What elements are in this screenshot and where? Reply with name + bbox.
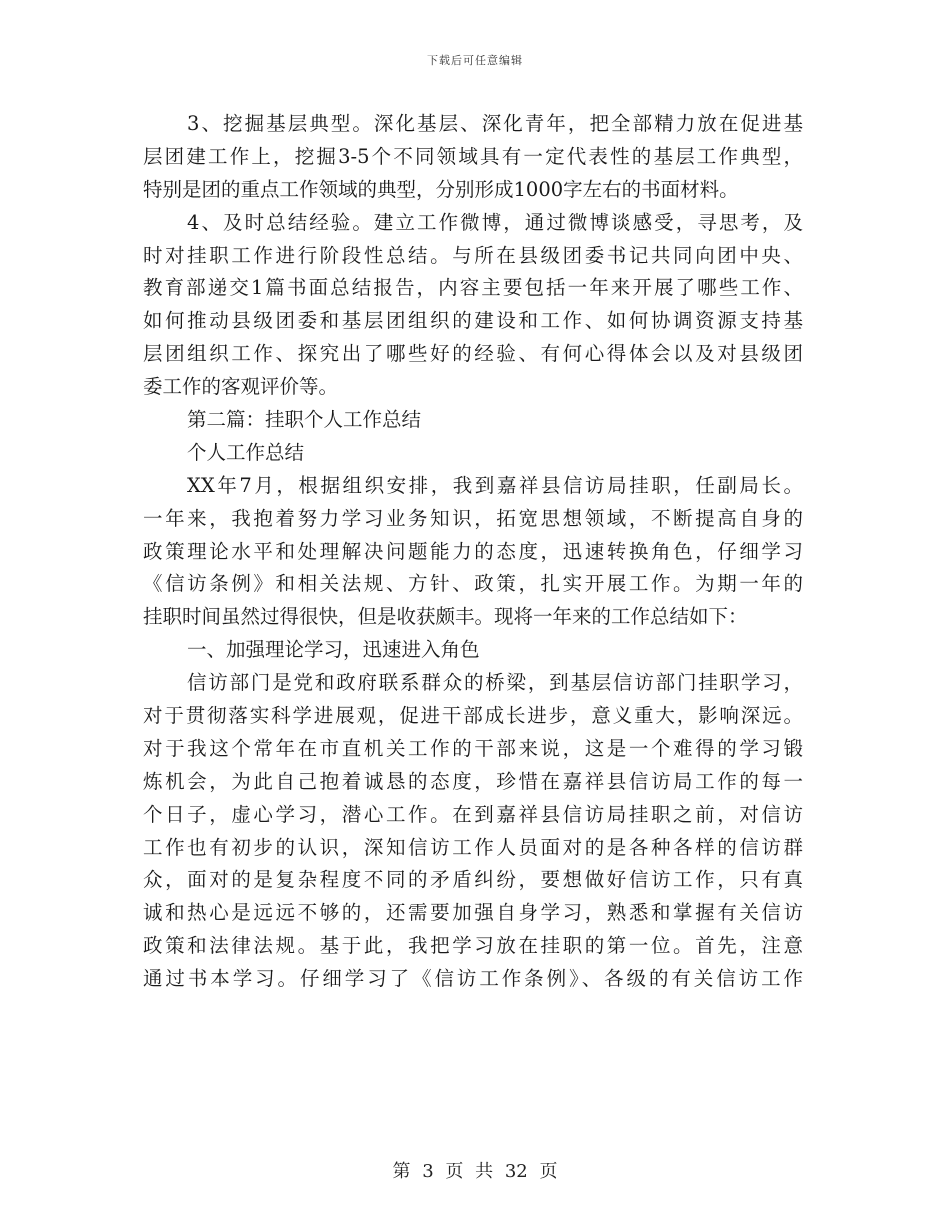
text-line: 炼机会，为此自己抱着诚恳的态度，珍惜在嘉祥县信访局工作的每一 — [143, 769, 803, 793]
text-line: XX年7月，根据组织安排，我到嘉祥县信访局挂职，任副局长。 — [187, 473, 803, 497]
text-line: 信访部门是党和政府联系群众的桥梁，到基层信访部门挂职学习， — [187, 671, 803, 695]
text-line: 政策理论水平和处理解决问题能力的态度，迅速转换角色，仔细学习 — [143, 539, 803, 563]
text-line: 众，面对的是复杂程度不同的矛盾纠纷，要想做好信访工作，只有真 — [143, 868, 803, 892]
page-header-note: 下载后可任意编辑 — [427, 54, 523, 67]
text-line: 工作也有初步的认识，深知信访工作人员面对的是各种各样的信访群 — [143, 835, 803, 859]
text-line: 时对挂职工作进行阶段性总结。与所在县级团委书记共同向团中央、 — [143, 243, 803, 267]
text-line: 层团建工作上，挖掘3-5个不同领域具有一定代表性的基层工作典型， — [143, 144, 803, 168]
text-line: 诚和热心是远远不够的，还需要加强自身学习，熟悉和掌握有关信访 — [143, 901, 803, 925]
text-line: 对于贯彻落实科学进展观，促进干部成长进步，意义重大，影响深远。 — [143, 704, 803, 728]
text-line: 第二篇：挂职个人工作总结 — [187, 408, 422, 432]
text-line: 个日子，虚心学习，潜心工作。在到嘉祥县信访局挂职之前，对信访 — [143, 802, 803, 826]
document-body — [143, 108, 803, 996]
text-line: 通过书本学习。仔细学习了《信访工作条例》、各级的有关信访工作 — [143, 967, 803, 991]
text-line: 4、及时总结经验。建立工作微博，通过微博谈感受，寻思考，及 — [187, 210, 803, 234]
text-line: 个人工作总结 — [187, 440, 305, 464]
page-number-footer: 第 3 页 共 32 页 — [392, 1161, 558, 1182]
text-line: 对于我这个常年在市直机关工作的干部来说，这是一个难得的学习锻 — [143, 736, 803, 760]
text-line: 教育部递交1篇书面总结报告，内容主要包括一年来开展了哪些工作、 — [143, 276, 803, 300]
text-line: 如何推动县级团委和基层团组织的建设和工作、如何协调资源支持基 — [143, 309, 803, 333]
text-line: 《信访条例》和相关法规、方针、政策，扎实开展工作。为期一年的 — [143, 572, 803, 596]
text-line: 一年来，我抱着努力学习业务知识，拓宽思想领域，不断提高自身的 — [143, 506, 803, 530]
text-line: 特别是团的重点工作领域的典型，分别形成1000字左右的书面材料。 — [143, 177, 739, 201]
text-line: 层团组织工作、探究出了哪些好的经验、有何心得体会以及对县级团 — [143, 342, 803, 366]
text-line: 政策和法律法规。基于此，我把学习放在挂职的第一位。首先，注意 — [143, 934, 803, 958]
text-line: 委工作的客观评价等。 — [143, 375, 339, 399]
text-line: 一、加强理论学习，迅速进入角色 — [187, 638, 480, 662]
text-line: 挂职时间虽然过得很快，但是收获颇丰。现将一年来的工作总结如下： — [143, 605, 748, 629]
text-line: 3、挖掘基层典型。深化基层、深化青年，把全部精力放在促进基 — [187, 112, 803, 135]
